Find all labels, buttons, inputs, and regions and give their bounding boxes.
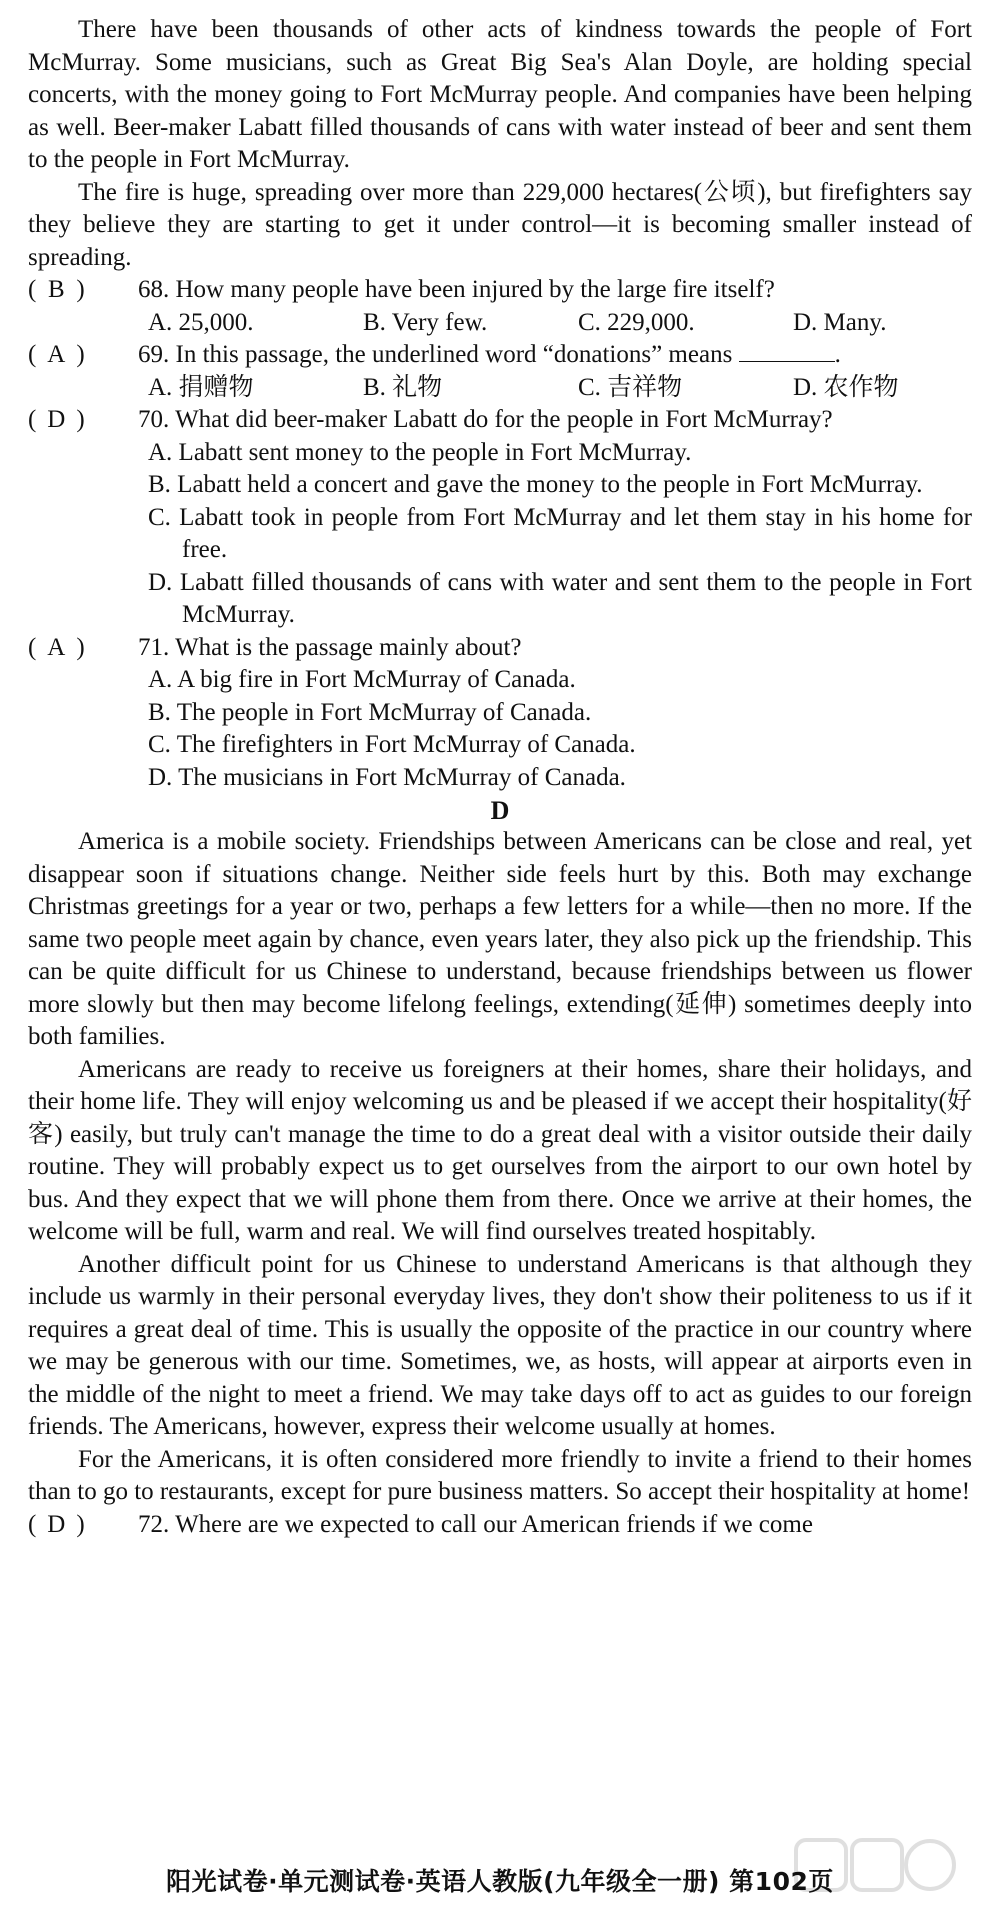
question-number: 70. xyxy=(138,406,170,433)
option-c: C. Labatt took in people from Fort McMurray and let them stay in his home for free. xyxy=(148,503,972,563)
answer-71: A xyxy=(47,633,66,661)
answer-bracket: ( A ) xyxy=(28,339,138,372)
option-b: B. The people in Fort McMurray of Canada. xyxy=(148,698,592,726)
option-a: A. A big fire in Fort McMurray of Canada. xyxy=(148,666,576,693)
page-footer: 阳光试卷·单元测试卷·英语人教版(九年级全一册) 第102页 xyxy=(166,1867,834,1896)
answer-70: D xyxy=(47,406,66,433)
answer-bracket: ( D ) xyxy=(28,1509,138,1542)
question-69 xyxy=(28,339,972,372)
question-text: What is the passage mainly about? xyxy=(175,633,522,661)
option-b: B. Labatt held a concert and gave the money to the people in Fort McMurray. xyxy=(148,471,923,498)
question-number: 69. xyxy=(138,341,170,368)
passage-c-paragraph-1: There have been thousands of other acts of kindness towards the people of Fort McMurray. Some musicians, such as Great Big Sea's Alan Doyle, are holding special concerts, with the money going to Fort McMurray people. And companies have been helping as well. Beer-maker Labatt filled thousands of cans with water instead of beer and sent them to the people in Fort McMurray. xyxy=(28,16,972,173)
options-68 xyxy=(148,307,972,340)
option-b: B. 礼物 xyxy=(363,373,443,401)
question-71 xyxy=(28,632,972,665)
option-c: C. The firefighters in Fort McMurray of Canada. xyxy=(148,731,636,758)
question-70 xyxy=(28,404,972,437)
option-b: B. Very few. xyxy=(363,308,488,336)
options-70 xyxy=(148,437,972,632)
question-72 xyxy=(28,1509,972,1542)
option-d: D. Many. xyxy=(793,308,887,336)
exam-page xyxy=(28,14,972,1541)
option-a: A. 捐赠物 xyxy=(148,373,254,401)
answer-bracket: ( D ) xyxy=(28,404,138,437)
options-71 xyxy=(148,664,972,794)
options-69 xyxy=(148,372,972,405)
option-d: D. 农作物 xyxy=(793,373,899,401)
question-68 xyxy=(28,274,972,307)
option-a: A. 25,000. xyxy=(148,308,254,336)
passage-d-paragraph-2: Americans are ready to receive us foreigners at their homes, share their holidays, and their home life. They will enjoy welcoming us and be pleased if we accept their hospitality(好客) easily, but truly can't manage the time to do a great deal with a visitor outside their daily routine. They will probably expect us to get ourselves from the airport to our own hotel by bus. And they expect that we will phone them from there. Once we arrive at their homes, the welcome will be full, warm and real. We will find ourselves treated hospitably. xyxy=(28,1055,972,1245)
section-heading: D xyxy=(490,796,510,825)
option-d: D. The musicians in Fort McMurray of Canada. xyxy=(148,763,626,791)
answer-blank xyxy=(739,341,835,362)
answer-bracket: ( B ) xyxy=(28,274,138,307)
question-number: 72. xyxy=(138,1510,170,1538)
question-end: . xyxy=(834,341,841,368)
answer-bracket: ( A ) xyxy=(28,632,138,665)
option-a: A. Labatt sent money to the people in Fort McMurray. xyxy=(148,438,692,466)
answer-72: D xyxy=(47,1510,66,1538)
option-c: C. 吉祥物 xyxy=(578,373,683,401)
passage-d-paragraph-1: America is a mobile society. Friendships between Americans can be close and real, yet disappear soon if situations change. Neither side feels hurt by this. Both may exchange Christmas greetings for a year or two, perhaps a few letters for a while—then no more. If the same two people meet again by chance, even years later, they also pick up the friendship. This can be quite difficult for us Chinese to understand, because friendships between us flower more slowly but then may become lifelong feelings, extending(延伸) sometimes deeply into both families. xyxy=(28,828,972,1050)
question-text: How many people have been injured by the large fire itself? xyxy=(175,276,775,303)
question-text: Where are we expected to call our American friends if we come xyxy=(175,1510,813,1538)
option-c: C. 229,000. xyxy=(578,308,695,336)
question-text: In this passage, the underlined word “donations” means xyxy=(175,341,733,368)
option-d: D. Labatt filled thousands of cans with water and sent them to the people in Fort McMurray. xyxy=(148,568,972,628)
question-number: 71. xyxy=(138,633,170,661)
answer-68: B xyxy=(47,276,65,303)
question-number: 68. xyxy=(138,276,170,303)
question-text: What did beer-maker Labatt do for the people in Fort McMurray? xyxy=(175,406,833,433)
answer-69: A xyxy=(47,341,66,368)
passage-d-paragraph-4: For the Americans, it is often considered more friendly to invite a friend to their homes than to go to restaurants, except for pure business matters. So accept their hospitality at home! xyxy=(28,1445,972,1505)
passage-d-paragraph-3: Another difficult point for us Chinese to understand Americans is that although they include us warmly in their personal everyday lives, they don't show their politeness to us if it requires a great deal of time. This is usually the opposite of the practice in our country where we may be generous with our time. Sometimes, we, as hosts, will appear at airports even in the middle of the night to meet a friend. We may take days off to act as guides to our foreign friends. The Americans, however, express their welcome usually at homes. xyxy=(28,1250,972,1440)
passage-c-paragraph-2: The fire is huge, spreading over more than 229,000 hectares(公顷), but firefighters say they believe they are starting to get it under control—it is becoming smaller instead of spreading. xyxy=(28,178,972,271)
